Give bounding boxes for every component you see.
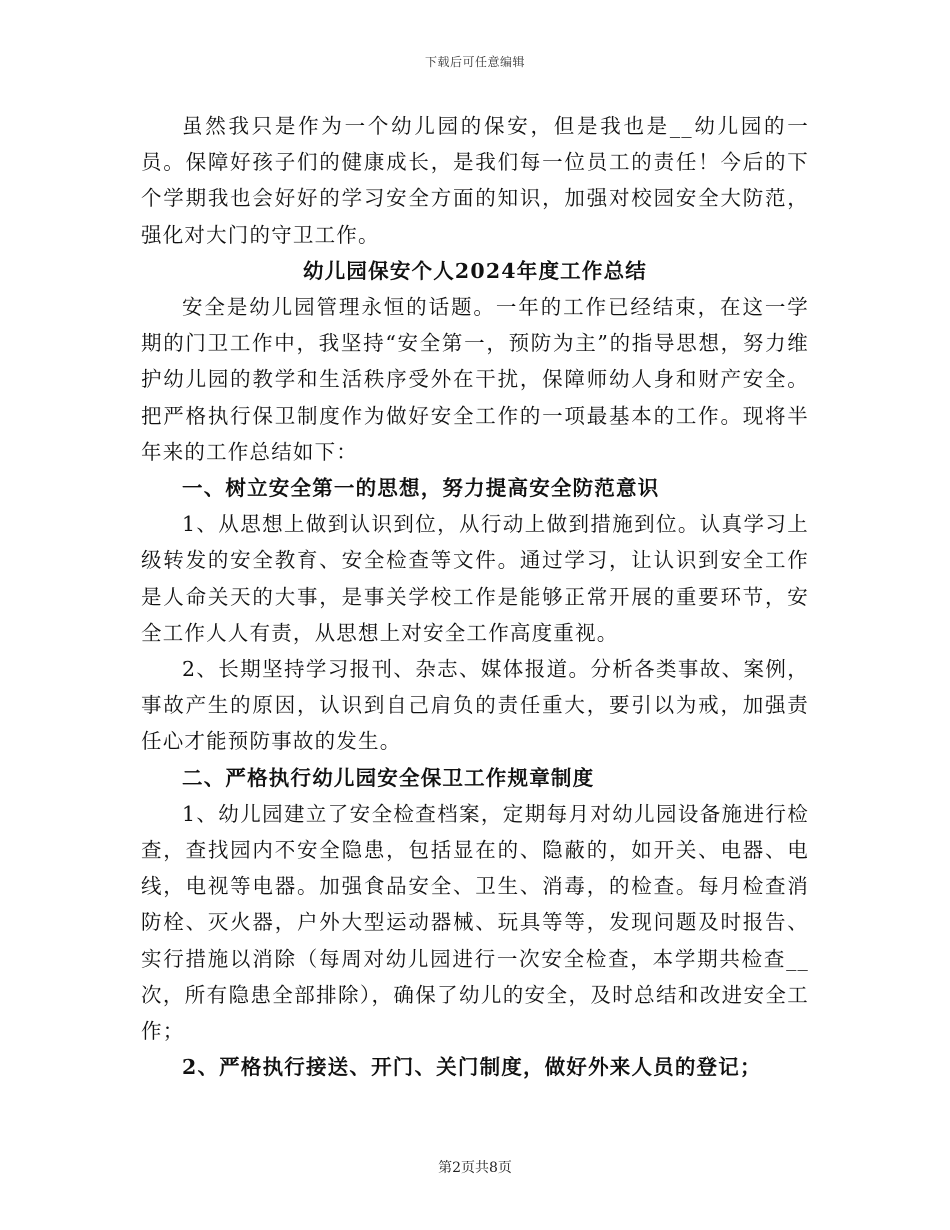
section2-item1: 1、幼儿园建立了安全检查档案，定期每月对幼儿园设备施进行检查，查找园内不安全隐患，包括显在的、隐蔽的，如开关、电器、电线，电视等电器。加强食品安全、卫生、消毒，的检查。每月检查消防栓、灭火器，户外大型运动器械、玩具等等，发现问题及时报告、实行措施以消除（每周对幼儿园进行一次安全检查，本学期共检查__次，所有隐患全部排除），确保了幼儿的安全，及时总结和改进安全工作； (141, 801, 809, 1044)
opening-paragraph: 安全是幼儿园管理永恒的话题。一年的工作已经结束，在这一学期的门卫工作中，我坚持“安全第一，预防为主”的指导思想，努力维护幼儿园的教学和生活秩序受外在干扰，保障师幼人身和财产安全。把严格执行保卫制度作为做好安全工作的一项最基本的工作。现将半年来的工作总结如下： (141, 295, 809, 464)
section1-item1: 1、从思想上做到认识到位，从行动上做到措施到位。认真学习上级转发的安全教育、安全检查等文件。通过学习，让认识到安全工作是人命关天的大事，是事关学校工作是能够正常开展的重要环节，安全工作人人有责，从思想上对安全工作高度重视。 (141, 512, 809, 645)
page-footer: 第2页共8页 (438, 1160, 512, 1176)
section1-heading: 一、树立安全第一的思想，努力提高安全防范意识 (182, 476, 660, 501)
section2-heading: 二、严格执行幼儿园安全保卫工作规章制度 (182, 765, 595, 790)
section1-item2: 2、长期坚持学习报刊、杂志、媒体报道。分析各类事故、案例，事故产生的原因，认识到自己肩负的责任重大，要引以为戒，加强责任心才能预防事故的发生。 (141, 657, 809, 754)
page-header: 下载后可任意编辑 (424, 55, 525, 69)
section2-item2-heading: 2、严格执行接送、开门、关门制度，做好外来人员的登记； (182, 1055, 762, 1080)
document-body (141, 108, 809, 1085)
intro-paragraph: 虽然我只是作为一个幼儿园的保安，但是我也是__幼儿园的一员。保障好孩子们的健康成长，是我们每一位员工的责任！今后的下个学期我也会好好的学习安全方面的知识，加强对校园安全大防范，强化对大门的守卫工作。 (141, 114, 809, 247)
document-title: 幼儿园保安个人2024年度工作总结 (303, 258, 647, 283)
